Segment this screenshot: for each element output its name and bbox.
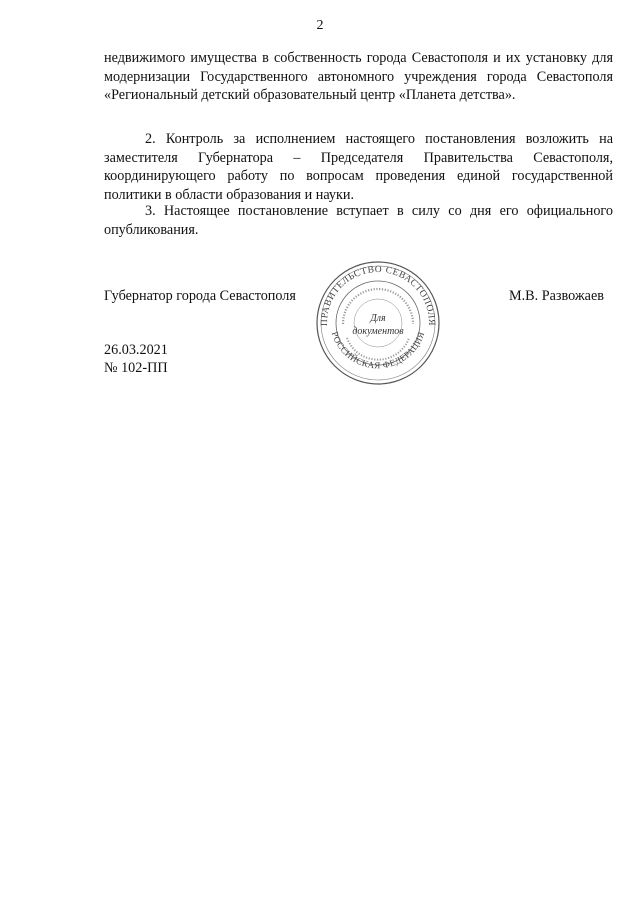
- official-seal: [313, 258, 443, 388]
- paragraph-1: недвижимого имущества в собственность города Севастополя и их установку для модернизации Государственного автономного учреждения города Севастополя «Региональный детский образовательный центр «Планета детства».: [104, 50, 613, 104]
- paragraph-3: 3. Настоящее постановление вступает в силу со дня его официального опубликования.: [104, 203, 613, 238]
- seal-center-text-1: Для: [370, 313, 386, 324]
- paragraph-2: 2. Контроль за исполнением настоящего постановления возложить на заместителя Губернатора – Председателя Правительства Севастополя, координирующего работу по вопросам проведения единой государственной политики в области образования и науки.: [104, 131, 613, 203]
- document-date: 26.03.2021: [104, 342, 168, 358]
- signer-title: Губернатор города Севастополя: [104, 288, 296, 304]
- signer-name: М.В. Развожаев: [509, 288, 604, 304]
- paragraph-1-container: [104, 49, 613, 105]
- seal-bottom-text: РОССИЙСКАЯ ФЕДЕРАЦИЯ: [329, 330, 427, 371]
- seal-center-text-2: документов: [352, 326, 404, 337]
- paragraph-3-container: [104, 202, 613, 239]
- seal-outer-text: ПРАВИТЕЛЬСТВО СЕВАСТОПОЛЯ: [319, 264, 437, 327]
- document-number: № 102-ПП: [104, 360, 168, 376]
- page-number: 2: [316, 18, 324, 33]
- seal-graphic: [313, 258, 443, 388]
- paragraph-2-container: [104, 130, 613, 204]
